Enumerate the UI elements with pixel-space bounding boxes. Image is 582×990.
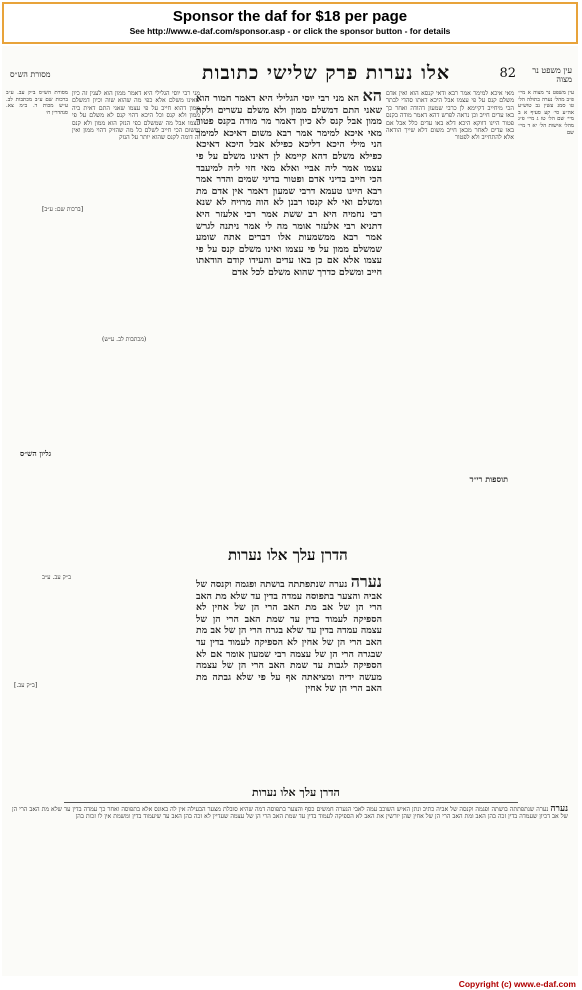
mishnah-text (196, 576, 382, 695)
tosafot-rid-label: תוספות רי״ד (469, 474, 508, 484)
margin-right-text: עין משפט נר מצוה א מיי׳ פ״ב מהל׳ נערה בתולה הל׳ טו סמג עשין נב טוש״ע אה״ע סי׳ קע סעיף א ב מיי׳ שם הל׳ טז ג מיי׳ פ״ג מהל׳ אישות הל׳ יא ד מיי׳ שם (518, 90, 574, 136)
ein-mishpat-label: עין משפט נר מצוה (532, 66, 572, 84)
copyright-link[interactable]: Copyright (c) www.e-daf.com (458, 979, 576, 989)
gemara-body: הא מני רבי יוסי הגלילי היא דאמר חמור הוא שאני התם דמשלם ממון ולא משלם עשרים ולקה ממון אבל קנס לא כיון דאמר מר מודה בקנס פטור מאי איכא למימר אמר רבא משום דאיכא למימר הני מילי היכא דליכא כפילא אבל היכא דאיכא כפילא משלם דהא קיימא לן דאינו משלם על פי עצמו אמר ליה אביי ואלא מאי חזי ליה למיעבד הכי חייב בדיני אדם ופטור בדיני שמים והדר אמר רבא היינו טעמא דרבי שמעון דאמר אין אדם מת ומשלם ואי לא קנסו רבנן לא הוה מרויח לא שנא רבי נחמיה היא רב ששת אמר רבי אלעזר היא דתניא רבי אלעזר אומר מה לי אמר ניתנה לגרש אמר רבא ממשמעות אלו דברים אתה שומע שמשלם ממון על פי עצמו ואינו משלם קנס על פי עצמו אלא אם כן באו עדים והעידו קודם הודאתו חייב ומשלם כדרך שהוא משלם לכל אדם (196, 93, 382, 278)
gemara-column (196, 90, 382, 590)
margin-left-text: מסורת הש״ס ב״ק עב. ע״ב ברכות שם ע״ב מכתבות לב. ע״ש מכות ד. ב״מ צא. סנהדרין ח׳ (6, 90, 68, 116)
sponsor-title[interactable]: Sponsor the daf for $18 per page (172, 8, 408, 25)
mishnah-body: נערה שנתפתתה בושתה ופגמה וקנסה של אביה והצער בתפוסה עמדה בדין עד שלא מת האב הרי הן של אב מת האב הרי הן של אחין לא הספיקה לעמוד בדין עד שמת האב הרי הן של עצמה עמדה בדין עד שלא בגרה הרי הן של אב מת האב הרי הן של אחין לא הספיקה לעמוד בדין עד שבגרה הרי הן של עצמה רבי שמעון אומר אם לא הספיקה לגבות עד שמת האב הרי הן של עצמה מעשה ידיה ומציאתה אף על פי שלא גבתה מת האב הרי הן של אחין (196, 579, 382, 695)
rashi-text: מני רבי יוסי הגלילי היא דאמר ממון הוא לענין זה כיון שאינו משלם אלא כפי מה שהוא שוה וכיון דמשלם ממון דהוא חייב על פי עצמו שאני התם דאית ביה ממון ולא קנס וכל היכא דהוי קנס לא משלם על פי עצמו אבל מה שמשלם כפי הנזק הוא ממון ולא קנס ומשום הכי חייב לשלם כל מה שהזיק דהוי ממון ואין זה דומה לקנס שהוא יותר על הנזק (72, 90, 200, 142)
rashi-column (72, 90, 200, 780)
page-number: 82 (499, 66, 516, 81)
bottom-commentary-body: נערה שנתפתתה בושתה ופגמה וקנסה של אביה כתיב ונתן האיש השוכב עמה לאבי הנערה חמשים כסף והצער בתפוסה דמה שהיא סובלת מצער הבעילה אין לה באונס אלא בתפוסה ואחר כך עמדה בדין עד שלא מת האב הרי הן של אב דכיון שעמדה בדין זכה בהן האב ומת האב הרי הן של אחין שהן יורשין את האב לא הספיקה לעמוד בדין עד שמת האב הרי הן של עצמה שעדיין לא זכה בהן האב עד שיעמוד בדין ומשמת אין לו זכות בהן (12, 806, 568, 821)
talmud-page (2, 46, 578, 976)
hadran-heading: הדרן עלך אלו נערות (228, 546, 348, 564)
bottom-commentary-text (12, 806, 568, 821)
tosafot-text: מאי איכא למימר אמר רבא ודאי קנסא הוא ואין אדם משלם קנס על פי עצמו אבל היכא דאתו סהדי לבתר הכי מיחייב דקיימא לן כרבי שמעון דהודה ואחר כך באו עדים חייב וכן נראה לפרש דהא דאמר מודה בקנס פטור היינו דווקא היכא דלא באו עדים כלל אבל אם באו עדים לאחר מכאן חייב משום דלא שייך הודאה אלא להתחייב ולא לפטור (386, 90, 514, 142)
bottom-left-note: [ב״ק עב.] (14, 682, 38, 689)
commentary-divider (64, 802, 518, 803)
gilyon-hashas-label: גליון הש״ס (20, 449, 52, 458)
bottom-commentary (12, 806, 568, 968)
sponsor-subtitle: See http://www.e-daf.com/sponsor.asp - or click the sponsor button - for details (129, 26, 451, 36)
gemara-text (196, 90, 382, 279)
chapter-title: אלו נערות פרק שלישי כתובות (202, 62, 451, 84)
note-berakhot: [ברכות שם: ע״ב] (42, 206, 84, 213)
mishnah-opening-word: נערה (350, 576, 382, 591)
sponsor-banner[interactable] (2, 2, 578, 44)
bottom-commentary-opening: נערה (550, 806, 568, 814)
hadran-heading-bottom: הדרן עלך אלו נערות (252, 786, 340, 799)
margin-right-column (518, 90, 574, 910)
margin-left-column (6, 90, 68, 780)
running-header (2, 60, 578, 84)
note-ketubot: (מכתבות לב. ע״ש) (102, 336, 147, 343)
gemara-opening-word: הא (362, 90, 382, 105)
mishnah-column (196, 576, 382, 766)
note-bava-kamma: ב״ק עב. ע״ב (42, 574, 71, 581)
masoret-label: מסורת הש״ס (10, 70, 51, 79)
tosafot-column (386, 90, 514, 910)
